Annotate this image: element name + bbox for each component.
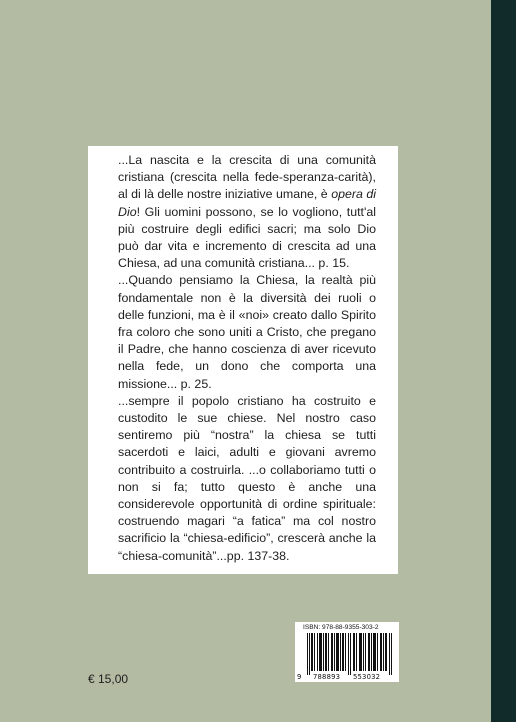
quote-paragraph-1 [118,152,376,272]
book-spine [491,0,516,722]
barcode-left-digits: 788893 [313,673,341,681]
price-label: € 15,00 [88,672,129,686]
barcode-image [307,633,393,675]
quote-paragraph-1-start: ...La nascita e la crescita di una comunità cristiana (crescita nella fede-speranza-carità), al di là delle nostre iniziative umane, è [118,153,376,202]
quote-paragraph-3: ...sempre il popolo cristiano ha costruito e custodito le sue chiese. Nel nostro caso sentiremo più “nostra” la chiesa se tutti sacerdoti e laici, adulti e giovani avremo contribuito a costruirla. ...o collaboriamo tutti o non si fa; tutto questo è anche una considerevole opportunità di ordine spirituale: costruendo magari “a fatica” ma col nostro sacrificio la “chiesa-edificio”, crescerà anche la “chiesa-comunità”...pp. 137-38. [118,393,376,563]
quote-paragraphs [118,152,376,565]
quote-paragraph-2: ...Quando pensiamo la Chiesa, la realtà più fondamentale non è la diversità dei ruoli o delle funzioni, ma è il «noi» creato dallo Spirito fra coloro che sono uniti a Cristo, che pregano il Padre, che hanno coscienza di aver ricevuto nella fede, un dono che comporta una missione... p. 25. [118,273,376,391]
barcode-right-digits: 553032 [353,673,381,681]
quote-paragraph-1-italic: opera di Dio [118,187,377,219]
isbn-label: ISBN: 978-88-9355-303-2 [303,624,379,631]
barcode-first-digit: 9 [297,673,302,681]
quote-paragraph-1-end: ! Gli uomini possono, se lo vogliono, tutt'al più costruire degli edifici sacri; ma solo Dio può dar vita e incremento di crescita ad una Chiesa, ad una comunità cristiana... p. 15. [118,204,376,271]
